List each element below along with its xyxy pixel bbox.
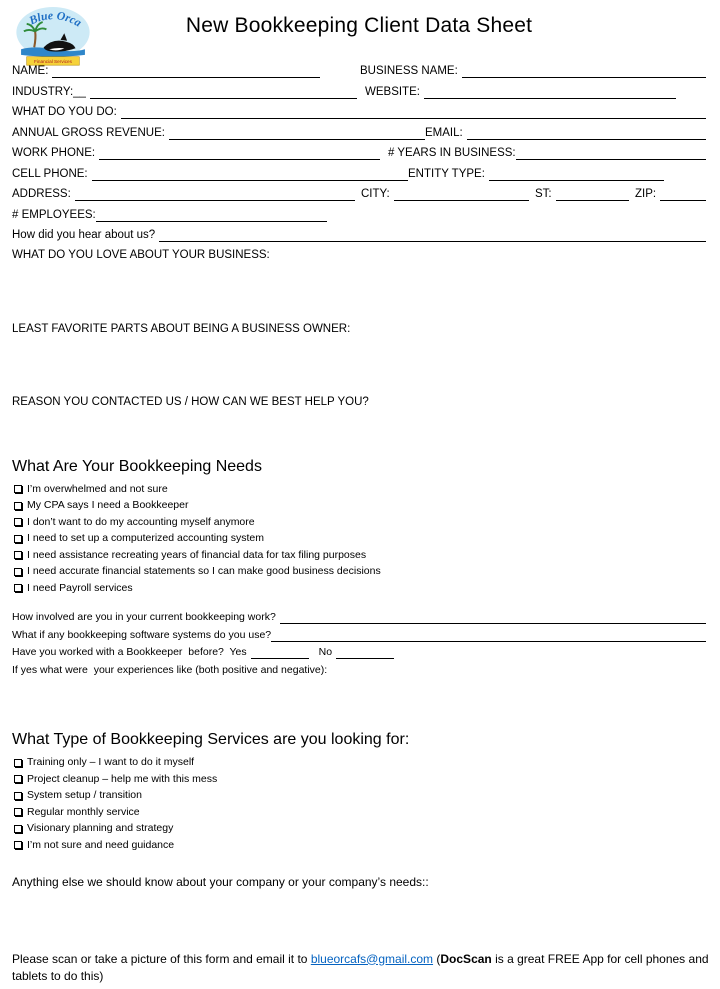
what-do-you-do-label: WHAT DO YOU DO: — [12, 106, 117, 118]
needs-option — [14, 517, 706, 528]
field-entity-type — [408, 167, 664, 181]
anything-else-prompt: Anything else we should know about your company or your company’s needs:: — [12, 874, 429, 889]
services-option-label: Visionary planning and strategy — [27, 822, 174, 834]
field-what-do-you-do — [12, 105, 706, 119]
address-blank-line — [75, 188, 355, 201]
work-phone-blank-line — [99, 147, 380, 160]
q-involved-label: How involved are you in your current bookkeeping work? — [12, 611, 276, 623]
needs-option-label: I’m overwhelmed and not sure — [27, 482, 168, 495]
needs-option — [14, 533, 706, 544]
needs-option-label: I need accurate financial statements so I can make good business decisions — [27, 565, 381, 577]
services-option — [14, 807, 706, 818]
email-label: EMAIL: — [425, 126, 463, 139]
services-heading: What Type of Bookkeeping Services are you looking for: — [12, 731, 410, 748]
hear-about-us-label: How did you hear about us? — [12, 229, 156, 241]
needs-option-label: I need Payroll services — [27, 581, 133, 594]
row-cellphone-entity — [12, 167, 706, 181]
name-label: NAME: — [12, 65, 49, 77]
field-city — [361, 187, 529, 201]
q-software-label: What if any bookkeeping software systems do you use? — [12, 628, 272, 641]
no-blank-line — [336, 648, 394, 659]
services-option — [14, 790, 706, 801]
reason-prompt: REASON YOU CONTACTED US / HOW CAN WE BEST HELP YOU? — [12, 395, 369, 408]
business-name-label: BUSINESS NAME: — [360, 65, 458, 77]
services-option-label: Training only – I want to do it myself — [27, 756, 195, 768]
field-employees — [12, 208, 327, 222]
contact-fields — [12, 64, 706, 242]
state-label: ST: — [535, 188, 552, 200]
years-blank-line — [516, 147, 706, 160]
employees-label: # EMPLOYEES: — [12, 208, 96, 221]
field-years-in-business — [388, 146, 706, 160]
yes-blank-line — [251, 648, 309, 659]
needs-heading: What Are Your Bookkeeping Needs — [12, 457, 262, 475]
spacer — [12, 599, 706, 611]
city-label: CITY: — [361, 188, 390, 200]
checkbox-icon — [14, 485, 22, 493]
address-label: ADDRESS: — [12, 188, 71, 200]
row-name-business — [12, 64, 706, 78]
years-in-business-label: # YEARS IN BUSINESS: — [388, 147, 516, 159]
cell-phone-label: CELL PHONE: — [12, 167, 88, 180]
services-options-list — [14, 757, 706, 851]
needs-option-label: My CPA says I need a Bookkeeper — [27, 499, 189, 511]
cell-phone-blank-line — [92, 168, 408, 181]
checkbox-icon — [14, 551, 22, 559]
row-address — [12, 187, 706, 201]
least-favorite-answer-space — [12, 335, 706, 392]
state-blank-line — [556, 188, 629, 201]
logo-subtitle-text: Financial Services — [33, 58, 73, 64]
love-answer-space — [12, 261, 706, 319]
checkbox-icon — [14, 808, 22, 816]
q-software-blank-line — [271, 631, 706, 642]
footer-text-before: Please scan or take a picture of this form and email it to — [12, 951, 311, 966]
checkbox-icon — [14, 535, 22, 543]
needs-option — [14, 566, 706, 577]
field-state — [535, 187, 629, 201]
needs-option — [14, 500, 706, 511]
services-option — [14, 757, 706, 768]
header — [12, 6, 706, 64]
services-option-label: System setup / transition — [27, 789, 142, 801]
business-name-blank-line — [462, 65, 706, 78]
services-option — [14, 823, 706, 834]
love-prompt: WHAT DO YOU LOVE ABOUT YOUR BUSINESS: — [12, 248, 270, 261]
field-work-phone — [12, 146, 380, 160]
docscan-app-name: DocScan — [440, 951, 492, 966]
needs-option-label: I need to set up a computerized accounting system — [27, 532, 264, 544]
zip-label: ZIP: — [635, 188, 657, 200]
needs-option — [14, 484, 706, 495]
website-blank-line — [424, 86, 676, 99]
q-experiences-row — [12, 664, 706, 677]
employees-blank-line — [96, 209, 327, 222]
q-worked-before-row — [12, 646, 372, 659]
industry-label: INDUSTRY:__ — [12, 85, 86, 98]
blue-orca-logo — [14, 6, 92, 68]
field-email — [425, 126, 706, 140]
row-hear-about-us — [12, 228, 706, 242]
email-link[interactable]: blueorcafs@gmail.com — [310, 951, 434, 966]
footer-text-after: is a great FREE App for cell phones and tablets to do this) — [12, 951, 709, 983]
page-title: New Bookkeeping Client Data Sheet — [185, 14, 533, 37]
services-option — [14, 840, 706, 851]
q-software-row — [12, 629, 706, 642]
footer-paren: ( — [433, 951, 441, 966]
annual-gross-revenue-label: ANNUAL GROSS REVENUE: — [12, 126, 165, 139]
spacer — [12, 681, 706, 721]
row-industry-website — [12, 85, 706, 99]
entity-type-blank-line — [489, 168, 664, 181]
needs-option-label: I need assistance recreating years of financial data for tax filing purposes — [27, 548, 367, 561]
needs-option-label: I don’t want to do my accounting myself anymore — [27, 515, 255, 528]
no-label: No — [318, 646, 333, 658]
row-employees — [12, 208, 706, 222]
field-business-name — [360, 64, 706, 78]
services-option-label: Regular monthly service — [27, 805, 140, 818]
q-experiences-label: If yes what were your experiences like (both positive and negative): — [12, 663, 328, 676]
name-blank-line — [52, 65, 320, 78]
checkbox-icon — [14, 759, 22, 767]
field-address — [12, 187, 355, 201]
field-cell-phone — [12, 167, 408, 181]
revenue-blank-line — [169, 127, 425, 140]
q-worked-before-label: Have you worked with a Bookkeeper before? Yes — [12, 646, 247, 658]
field-annual-gross-revenue — [12, 126, 425, 140]
needs-option — [14, 550, 706, 561]
checkbox-icon — [14, 502, 22, 510]
row-what-do-you-do — [12, 105, 706, 119]
checkbox-icon — [14, 518, 22, 526]
checkbox-icon — [14, 841, 22, 849]
needs-option — [14, 583, 706, 594]
needs-options-list — [14, 484, 706, 594]
entity-type-label: ENTITY TYPE: — [408, 167, 485, 180]
services-option-label: Project cleanup – help me with this mess — [27, 772, 218, 785]
q-involved-blank-line — [280, 613, 706, 624]
services-option-label: I’m not sure and need guidance — [27, 838, 175, 851]
email-blank-line — [467, 127, 706, 140]
services-option — [14, 774, 706, 785]
work-phone-label: WORK PHONE: — [12, 147, 96, 159]
field-zip — [635, 187, 706, 201]
what-do-you-do-blank-line — [121, 106, 706, 119]
least-favorite-prompt: LEAST FAVORITE PARTS ABOUT BEING A BUSINESS OWNER: — [12, 322, 351, 335]
industry-blank-line — [90, 86, 357, 99]
website-label: WEBSITE: — [365, 85, 420, 98]
checkbox-icon — [14, 792, 22, 800]
checkbox-icon — [14, 584, 22, 592]
footer-note — [12, 951, 712, 985]
field-industry — [12, 85, 357, 99]
svg-text:Blue Orca: Blue Orca — [27, 9, 84, 30]
checkbox-icon — [14, 568, 22, 576]
reason-answer-space — [12, 408, 706, 448]
zip-blank-line — [660, 188, 706, 201]
hear-about-us-blank-line — [159, 229, 706, 242]
field-website — [365, 85, 676, 99]
row-revenue-email — [12, 126, 706, 140]
checkbox-icon — [14, 775, 22, 783]
row-workphone-years — [12, 146, 706, 160]
q-involved-row — [12, 611, 706, 624]
city-blank-line — [394, 188, 529, 201]
field-hear-about-us — [12, 228, 706, 242]
checkbox-icon — [14, 825, 22, 833]
